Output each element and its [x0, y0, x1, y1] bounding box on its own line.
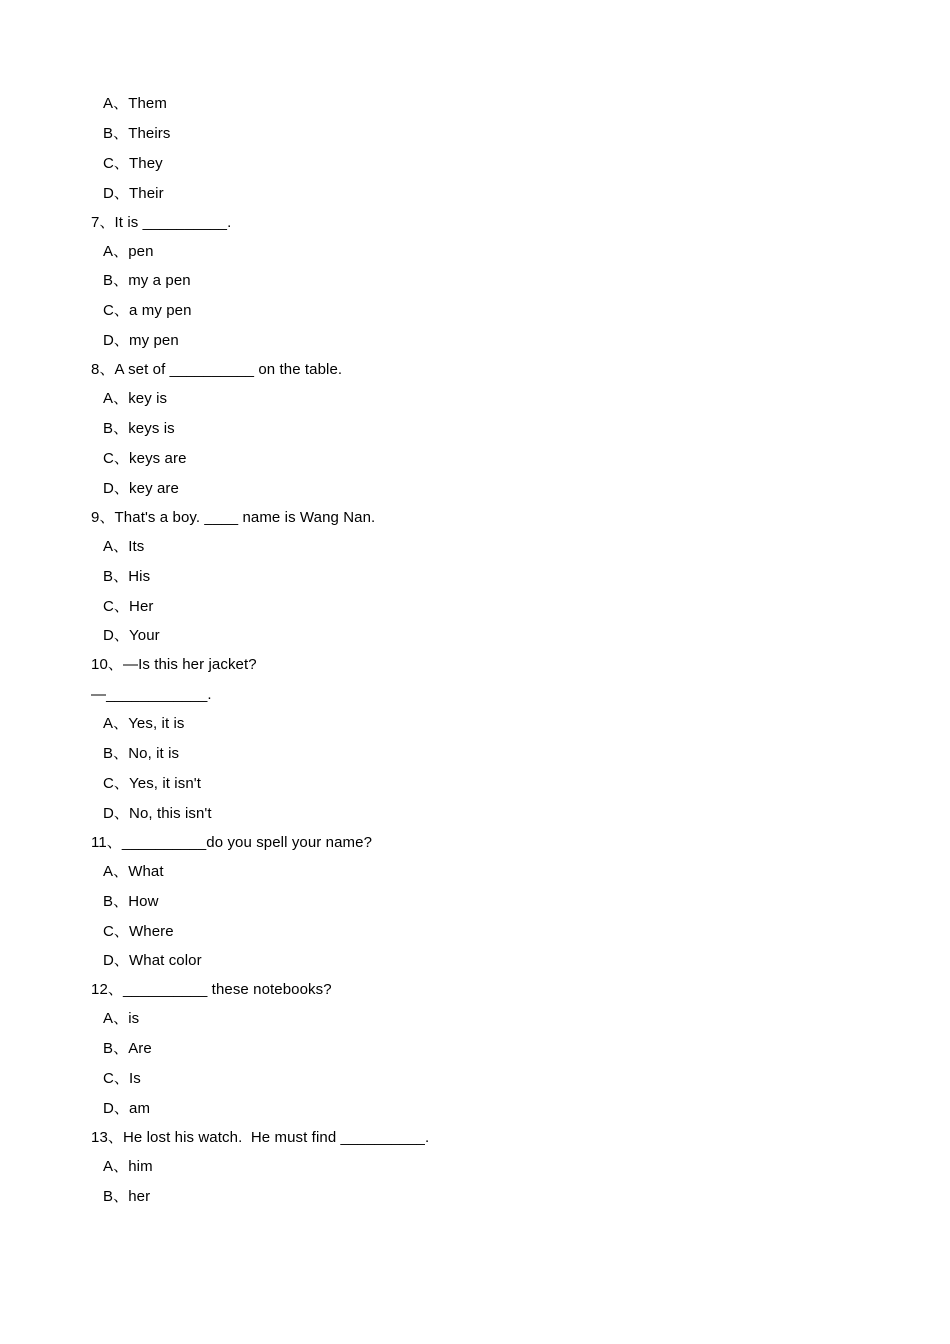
option-7d: D、my pen	[103, 332, 179, 349]
option-6a: A、Them	[103, 95, 167, 112]
option-7c: C、a my pen	[103, 302, 192, 319]
option-8c: C、keys are	[103, 450, 187, 467]
option-11b: B、How	[103, 893, 159, 910]
option-6b: B、Theirs	[103, 125, 171, 142]
option-11c: C、Where	[103, 923, 174, 940]
option-10d: D、No, this isn't	[103, 805, 212, 822]
question-13: 13、He lost his watch. He must find __________.	[91, 1129, 430, 1146]
option-9c: C、Her	[103, 598, 154, 615]
question-12: 12、__________ these notebooks?	[91, 981, 332, 998]
option-10a: A、Yes, it is	[103, 715, 185, 732]
option-11d: D、What color	[103, 952, 202, 969]
option-6c: C、They	[103, 155, 163, 172]
option-7b: B、my a pen	[103, 272, 191, 289]
option-8b: B、keys is	[103, 420, 175, 437]
question-8: 8、A set of __________ on the table.	[91, 361, 343, 378]
option-10c: C、Yes, it isn't	[103, 775, 202, 792]
option-9b: B、His	[103, 568, 151, 585]
option-7a: A、pen	[103, 243, 154, 260]
option-9a: A、Its	[103, 538, 145, 555]
question-11: 11、__________do you spell your name?	[91, 834, 373, 851]
option-10b: B、No, it is	[103, 745, 180, 762]
option-8d: D、key are	[103, 480, 179, 497]
question-9: 9、That's a boy. ____ name is Wang Nan.	[91, 509, 376, 526]
option-12b: B、Are	[103, 1040, 152, 1057]
option-13a: A、him	[103, 1158, 153, 1175]
option-12d: D、am	[103, 1100, 151, 1117]
option-13b: B、her	[103, 1188, 151, 1205]
question-7: 7、It is __________.	[91, 214, 232, 231]
option-12a: A、is	[103, 1010, 140, 1027]
question-10-answer-line: —____________.	[91, 686, 212, 703]
question-10: 10、—Is this her jacket?	[91, 656, 257, 673]
option-9d: D、Your	[103, 627, 160, 644]
option-12c: C、Is	[103, 1070, 141, 1087]
option-8a: A、key is	[103, 390, 168, 407]
option-11a: A、What	[103, 863, 164, 880]
option-6d: D、Their	[103, 185, 164, 202]
